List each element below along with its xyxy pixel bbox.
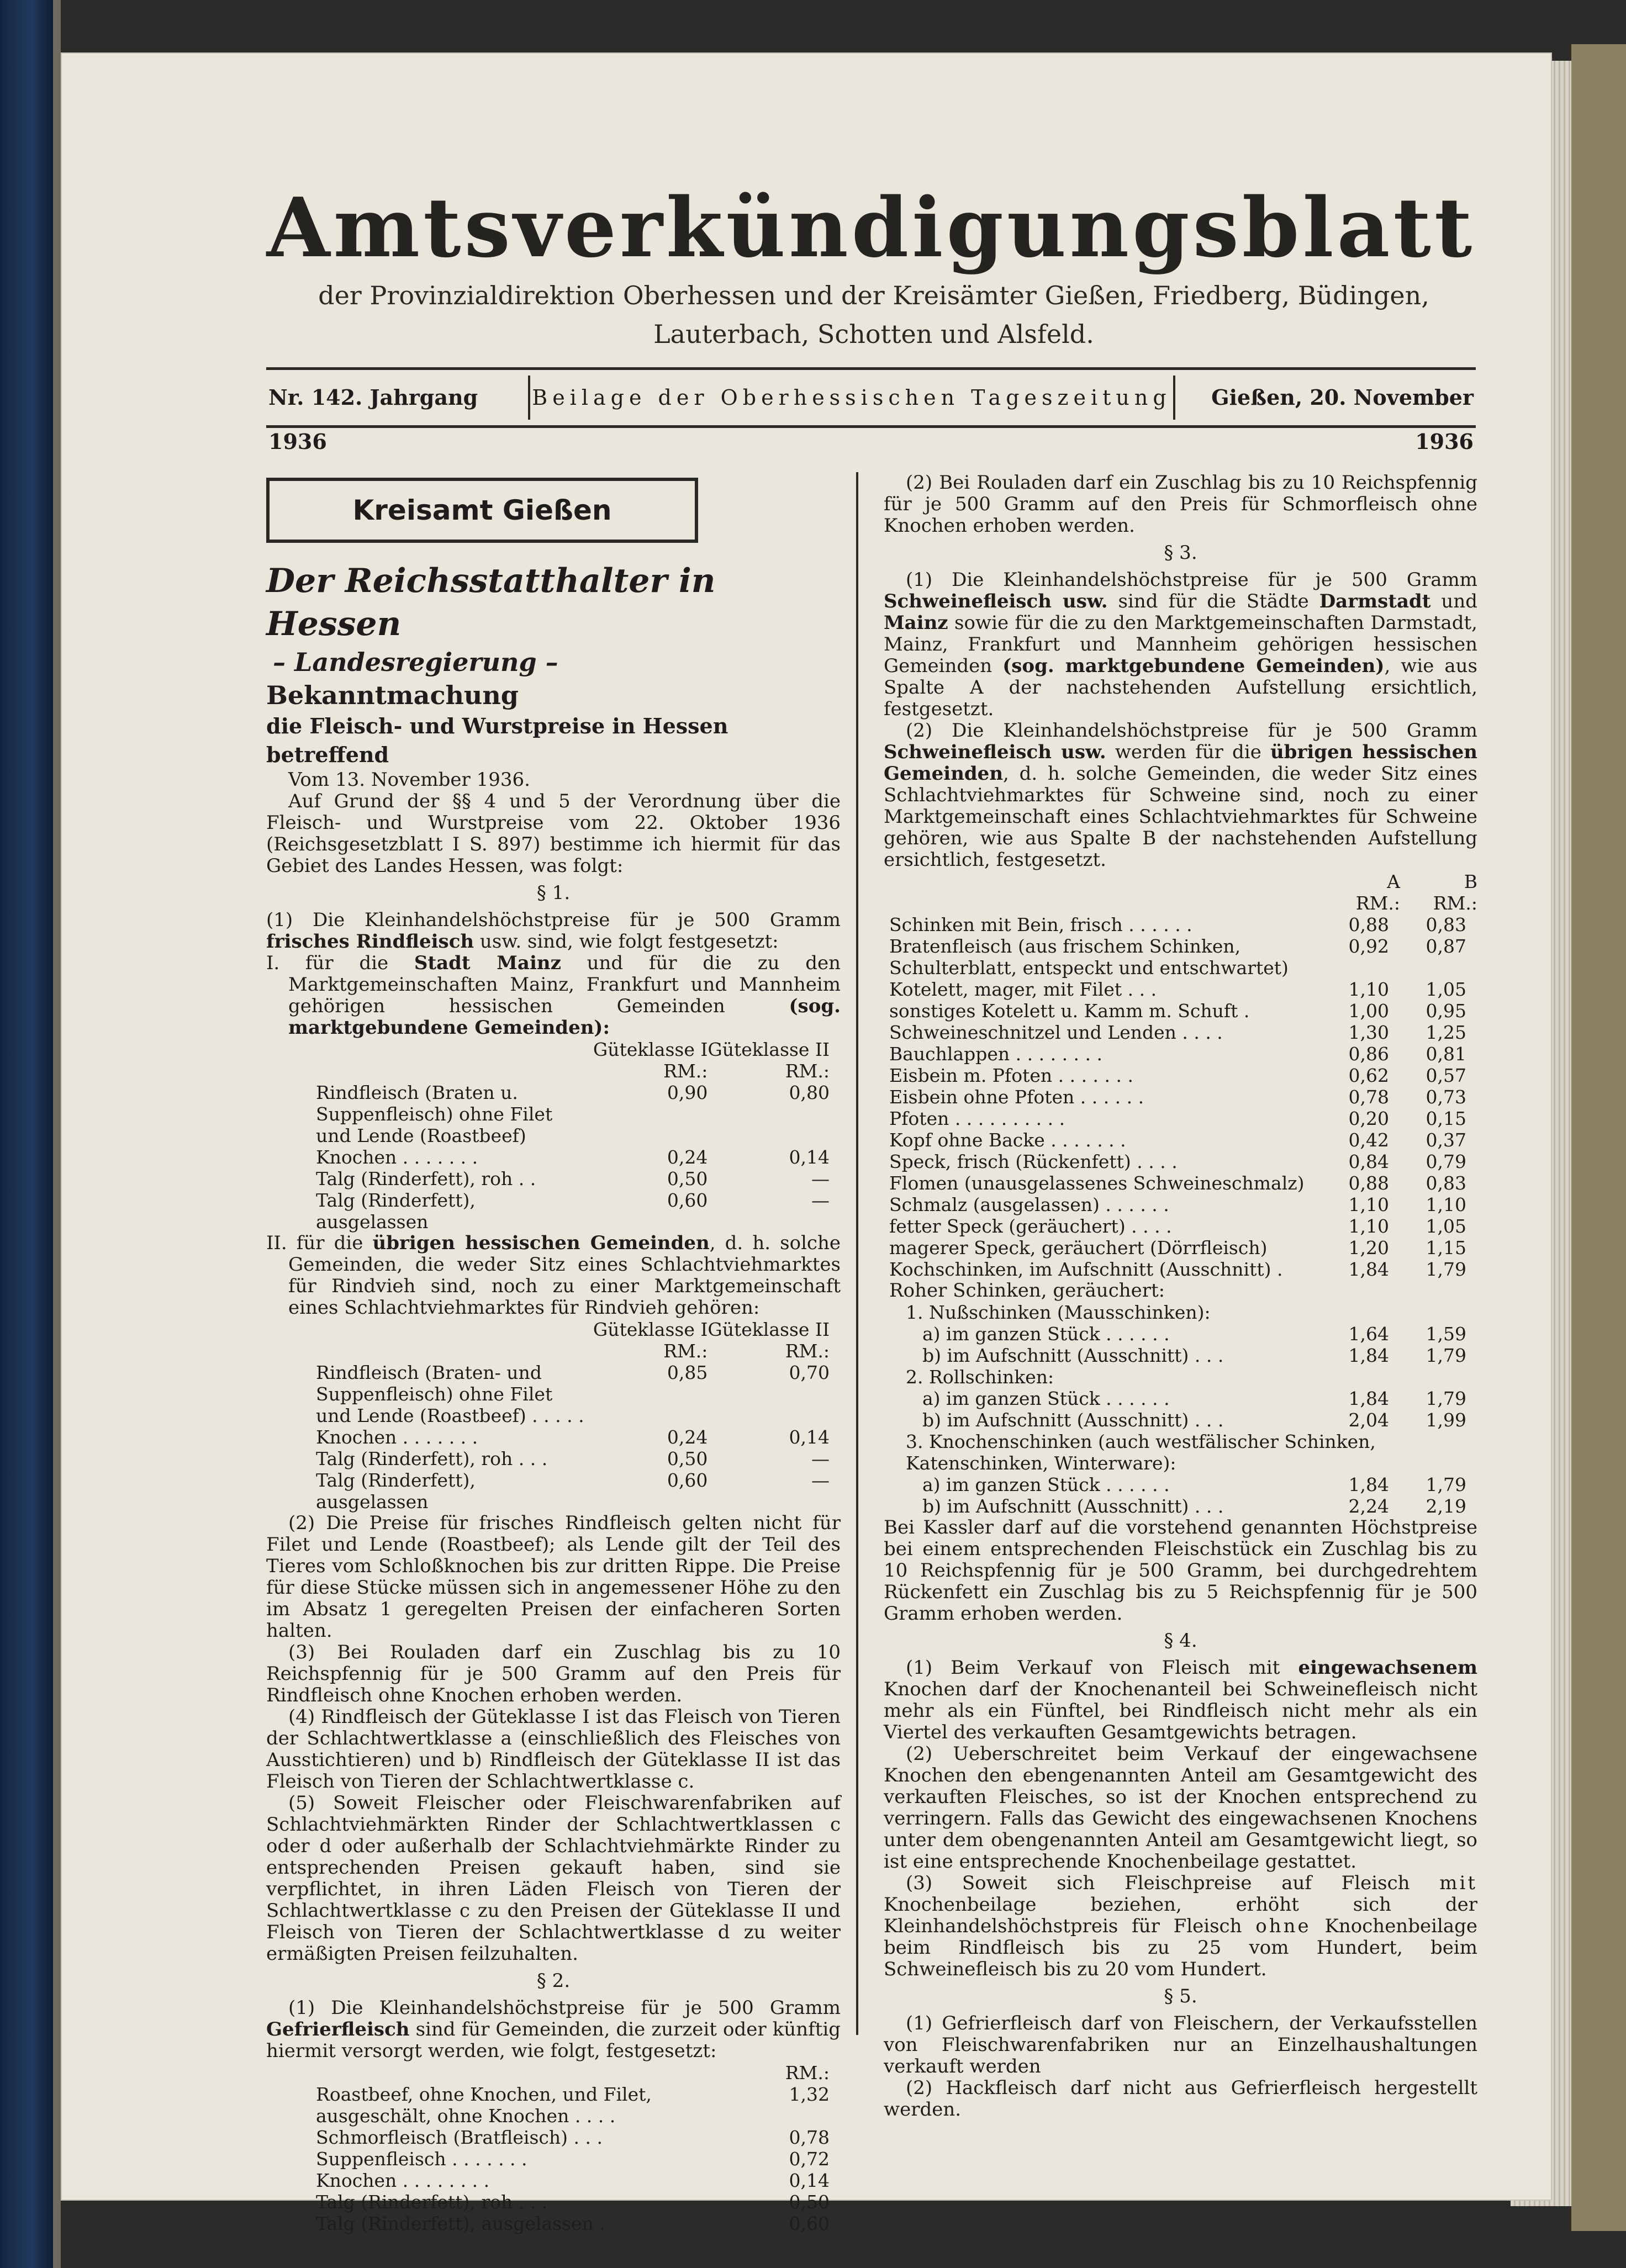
- unit-header: RM.:: [663, 1060, 708, 1082]
- issue-place-date: Gießen, 20. November 1936: [1211, 385, 1474, 454]
- s1-paragraph-5: (5) Soweit Fleischer oder Fleischwarenfabriken auf Schlachtviehmärkten Rinder der Schlachtwertklassen c oder d oder außerhalb der Schlachtviehmärkte Rinder zu entsprechenden Preisen gekauft haben, sind sie verpflichtet, in ihren Läden Fleisch von Tieren der Schlachtwertklasse c zu den Preisen der Güteklasse II und Fleisch von Tieren der Schlachtwertklasse d zu weiter ermäßigten Preisen feilzuhalten.: [266, 1792, 841, 1965]
- price-b: 0,81: [1426, 1043, 1466, 1065]
- price-b: 0,87: [1426, 935, 1466, 957]
- item-name: b) im Aufschnitt (Ausschnitt) . . .: [922, 1345, 1224, 1366]
- table-row: [884, 1495, 1477, 1517]
- table-row: [884, 914, 1477, 935]
- table-row: [266, 1426, 841, 1448]
- s1-item-II: II. für die übrigen hessischen Gemeinden, d. h. solche Gemeinden, die weder Sitz eines Schlachtviehmarktes für Rindvieh sind, noch zu einer Marktgemeinschaft eines Schlachtviehmarktes für Rindvieh gehören:: [266, 1232, 841, 1319]
- table-row: [884, 1409, 1477, 1431]
- unit-header: RM.:: [785, 1340, 830, 1362]
- s2-paragraph-1: (1) Die Kleinhandelshöchstpreise für je 500 Gramm Gefrierfleisch sind für Gemeinden, die zurzeit oder künftig hiermit versorgt werden, wie folgt, festgesetzt:: [266, 1997, 841, 2062]
- price-class-2: 0,80: [789, 1082, 830, 1103]
- price: 0,78: [789, 2127, 830, 2148]
- price-b: 1,59: [1426, 1323, 1466, 1345]
- table-row: [266, 2148, 841, 2170]
- price-a: 0,88: [1348, 914, 1389, 935]
- item-name: Roastbeef, ohne Knochen, und Filet, ausgeschält, ohne Knochen . . . .: [316, 2084, 652, 2127]
- issue-number: Nr. 142. Jahrgang 1936: [266, 376, 530, 420]
- price-b: 1,15: [1426, 1237, 1466, 1259]
- item-name: Talg (Rinderfett), roh . . .: [316, 2191, 548, 2213]
- price-a: 1,20: [1348, 1237, 1389, 1259]
- s4-paragraph-1: (1) Beim Verkauf von Fleisch mit eingewachsenem Knochen darf der Knochenanteil bei Schweinefleisch nicht mehr als ein Fünftel, bei Rindfleisch nicht mehr als ein Viertel des verkauften Gesamtgewichts betragen.: [884, 1657, 1477, 1743]
- price-class-2: 0,14: [789, 1426, 830, 1448]
- column-divider: [856, 472, 858, 2035]
- group-label: 2. Rollschinken:: [906, 1366, 1054, 1388]
- s1-item-I: I. für die Stadt Mainz und für die zu den Marktgemeinschaften Mainz, Frankfurt und Mannheim gehörigen hessischen Gemeinden (sog. marktgebundene Gemeinden):: [266, 952, 841, 1039]
- table-row: [266, 2127, 841, 2148]
- intro-paragraph: Auf Grund der §§ 4 und 5 der Verordnung über die Fleisch- und Wurstpreise vom 22. Oktober 1936 (Reichsgesetzblatt I S. 897) bestimme ich hiermit für das Gebiet des Landes Hessen, was folgt:: [266, 790, 841, 877]
- item-name: Knochen . . . . . . .: [316, 1426, 478, 1448]
- supplement-title: Beilage der Oberhessischen Tageszeitung: [530, 376, 1175, 420]
- table-row: [884, 1345, 1477, 1366]
- table-row: [884, 1065, 1477, 1086]
- announcement-subject: die Fleisch- und Wurstpreise in Hessen betreffend: [266, 713, 728, 767]
- price-b: 0,79: [1426, 1151, 1466, 1172]
- class-2-header: Güteklasse II: [708, 1319, 830, 1340]
- table-row: [266, 2170, 841, 2191]
- table-row: [884, 1000, 1477, 1022]
- price-class-1: 0,90: [667, 1082, 708, 1103]
- office-box-heading: Kreisamt Gießen: [266, 478, 698, 543]
- item-name: Schmalz (ausgelassen) . . . . . .: [889, 1194, 1169, 1215]
- table-row: [266, 1168, 841, 1189]
- item-name: Rindfleisch (Braten- und Suppenfleisch) ohne Filet und Lende (Roastbeef) . . . . .: [316, 1362, 584, 1426]
- price: 0,72: [789, 2148, 830, 2170]
- table-row: [884, 1022, 1477, 1043]
- s5-paragraph-1: (1) Gefrierfleisch darf von Fleischern, der Verkaufsstellen von Fleischwarenfabriken nur an Einzelhaushaltungen verkauft werden: [884, 2012, 1477, 2077]
- col-a-header: A: [1387, 871, 1400, 892]
- table-row: [266, 1448, 841, 1469]
- price-a: 0,88: [1348, 1172, 1389, 1194]
- section-4-title: § 4.: [1164, 1630, 1197, 1652]
- class-1-header: Güteklasse I: [593, 1319, 708, 1340]
- newspaper-page: [61, 52, 1552, 2234]
- price-a: 1,00: [1348, 1000, 1389, 1022]
- price-class-2: —: [811, 1448, 830, 1469]
- s5-paragraph-2: (2) Hackfleisch darf nicht aus Gefrierfleisch hergestellt werden.: [884, 2077, 1477, 2121]
- item-name: Schinken mit Bein, frisch . . . . . .: [889, 914, 1192, 935]
- price-a: 2,04: [1348, 1409, 1389, 1431]
- table-group-row: [884, 1431, 1477, 1474]
- masthead-title: Amtsverkündigungsblatt: [266, 179, 1476, 276]
- group-label: 1. Nußschinken (Mausschinken):: [906, 1302, 1211, 1323]
- price-a: 0,78: [1348, 1086, 1389, 1108]
- table-group-row: [884, 1366, 1477, 1388]
- s3-paragraph-1: (1) Die Kleinhandelshöchstpreise für je 500 Gramm Schweinefleisch usw. sind für die Städte Darmstadt und Mainz sowie für die zu den Marktgemeinschaften Darmstadt, Mainz, Frankfurt und Mannheim gehörigen hessischen Gemeinden (sog. marktgebundene Gemeinden), wie aus Spalte A der nachstehenden Aufstellung ersichtlich, festgesetzt.: [884, 569, 1477, 720]
- price-b: 0,83: [1426, 914, 1466, 935]
- table-row: [266, 1362, 841, 1426]
- table-group-row: [884, 1302, 1477, 1323]
- price-b: 0,73: [1426, 1086, 1466, 1108]
- table-row: [266, 1189, 841, 1233]
- price-a: 1,10: [1348, 979, 1389, 1000]
- price-class-2: 0,70: [789, 1362, 830, 1383]
- price-a: 1,30: [1348, 1022, 1389, 1043]
- s4-paragraph-3: (3) Soweit sich Fleischpreise auf Fleisch mit Knochenbeilage beziehen, erhöht sich der Kleinhandelshöchstpreis für Fleisch ohne Knochenbeilage beim Rindfleisch bis zu 25 vom Hundert, beim Schweinefleisch bis zu 20 vom Hundert.: [884, 1872, 1477, 1980]
- price-class-1: 0,24: [667, 1426, 708, 1448]
- price-a: 1,84: [1348, 1388, 1389, 1409]
- issue-bar: [266, 367, 1476, 454]
- s1-paragraph-2: (2) Die Preise für frisches Rindfleisch gelten nicht für Filet und Lende (Roastbeef); als Lende gilt der Teil des Tieres vom Schloßknochen bis zur dritten Rippe. Die Preise für diese Stücke müssen sich in angemessener Höhe zu den im Absatz 1 geregelten Preisen der einfacheren Sorten halten.: [266, 1512, 841, 1642]
- price-class-2: 0,14: [789, 1146, 830, 1168]
- price-class-2: —: [811, 1189, 830, 1211]
- class-2-header: Güteklasse II: [708, 1039, 830, 1060]
- item-name: a) im ganzen Stück . . . . . .: [922, 1388, 1170, 1409]
- price-a: 1,84: [1348, 1345, 1389, 1366]
- item-name: Schweineschnitzel und Lenden . . . .: [889, 1022, 1223, 1043]
- item-name: Kotelett, mager, mit Filet . . .: [889, 979, 1157, 1000]
- section-2-title: § 2.: [536, 1970, 571, 1992]
- item-name: fetter Speck (geräuchert) . . . .: [889, 1215, 1172, 1237]
- price-a: 0,42: [1348, 1129, 1389, 1151]
- authority-heading: Der Reichsstatthalter in Hessen: [266, 562, 716, 643]
- unit-header: RM.:: [663, 1340, 708, 1362]
- item-name: Suppenfleisch . . . . . . .: [316, 2148, 527, 2170]
- table-row: [884, 1388, 1477, 1409]
- right-column: [884, 472, 1477, 2121]
- price-b: 2,19: [1426, 1495, 1466, 1517]
- price-b: 1,79: [1426, 1259, 1466, 1280]
- table-row: [884, 1474, 1477, 1495]
- price-b: 1,79: [1426, 1474, 1466, 1495]
- item-name: Bratenfleisch (aus frischem Schinken, Schulterblatt, entspeckt und entschwartet): [889, 935, 1289, 979]
- price-class-2: —: [811, 1168, 830, 1189]
- price-a: 2,24: [1348, 1495, 1389, 1517]
- price-b: 0,83: [1426, 1172, 1466, 1194]
- price-class-2: —: [811, 1469, 830, 1491]
- item-name: a) im ganzen Stück . . . . . .: [922, 1323, 1170, 1345]
- item-name: Flomen (unausgelassenes Schweineschmalz): [889, 1172, 1305, 1194]
- price-a: 0,62: [1348, 1065, 1389, 1086]
- table-row: [884, 1259, 1477, 1280]
- item-name: Eisbein ohne Pfoten . . . . . .: [889, 1086, 1144, 1108]
- item-name: Rindfleisch (Braten u. Suppenfleisch) ohne Filet und Lende (Roastbeef): [316, 1082, 553, 1146]
- item-name: b) im Aufschnitt (Ausschnitt) . . .: [922, 1409, 1224, 1431]
- class-1-header: Güteklasse I: [593, 1039, 708, 1060]
- table-row: [884, 1108, 1477, 1129]
- government-heading: – Landesregierung –: [273, 647, 558, 677]
- item-name: Talg (Rinderfett), ausgelassen: [316, 1469, 476, 1513]
- kassler-paragraph: Bei Kassler darf auf die vorstehend genannten Höchstpreise bei einem entsprechenden Fleischstück ein Zuschlag bis zu 10 Reichspfennig für je 500 Gramm, bei durchgedrehtem Rückenfett ein Zuschlag bis zu 5 Reichspfennig für je 500 Gramm erhoben werden.: [884, 1516, 1477, 1625]
- price-b: 1,05: [1426, 979, 1466, 1000]
- table-row: [266, 1146, 841, 1168]
- item-name: Knochen . . . . . . . .: [316, 2170, 490, 2191]
- table-row: [884, 1237, 1477, 1259]
- left-column: [266, 472, 841, 2234]
- price-b: 0,15: [1426, 1108, 1466, 1129]
- raw-ham-title: Roher Schinken, geräuchert:: [889, 1280, 1165, 1302]
- price-a: 0,92: [1348, 935, 1389, 957]
- price-class-1: 0,60: [667, 1189, 708, 1211]
- price-b: 1,99: [1426, 1409, 1466, 1431]
- item-name: Pfoten . . . . . . . . . .: [889, 1108, 1065, 1129]
- item-name: Speck, frisch (Rückenfett) . . . .: [889, 1151, 1178, 1172]
- book-binding: [0, 0, 53, 2268]
- item-name: Talg (Rinderfett), roh . . .: [316, 1448, 548, 1469]
- table-row: [884, 1323, 1477, 1345]
- price-table-II: [266, 1319, 841, 1513]
- table-row: [884, 979, 1477, 1000]
- price-b: 0,95: [1426, 1000, 1466, 1022]
- table-row: [884, 1151, 1477, 1172]
- price-a: 1,84: [1348, 1259, 1389, 1280]
- table-row: [266, 1469, 841, 1513]
- item-name: magerer Speck, geräuchert (Dörrfleisch): [889, 1237, 1268, 1259]
- price-b: 1,79: [1426, 1345, 1466, 1366]
- price-b: 1,79: [1426, 1388, 1466, 1409]
- binding-edge: [53, 0, 61, 2268]
- table-row: [884, 1043, 1477, 1065]
- price-class-1: 0,60: [667, 1469, 708, 1491]
- price-b: 0,57: [1426, 1065, 1466, 1086]
- table-row: [266, 2213, 841, 2234]
- price-class-1: 0,24: [667, 1146, 708, 1168]
- item-name: Talg (Rinderfett), ausgelassen .: [316, 2213, 605, 2234]
- s2-paragraph-2: (2) Bei Rouladen darf ein Zuschlag bis zu 10 Reichspfennig für je 500 Gramm auf den Preis für Schmorfleisch ohne Knochen erhoben werden.: [884, 472, 1477, 537]
- s3-paragraph-2: (2) Die Kleinhandelshöchstpreise für je 500 Gramm Schweinefleisch usw. werden für die übrigen hessischen Gemeinden, d. h. solche Gemeinden, die weder Sitz eines Schlachtviehmarktes für Schweine sind, noch zu einer Marktgemeinschaft eines Schlachtviehmarktes für Schweine gehören, wie aus Spalte B der nachstehenden Aufstellung ersichtlich, festgesetzt.: [884, 720, 1478, 871]
- price-b: 1,10: [1426, 1194, 1466, 1215]
- table-row: [884, 935, 1477, 979]
- price-b: 1,25: [1426, 1022, 1466, 1043]
- price-b: 1,05: [1426, 1215, 1466, 1237]
- price: 0,14: [789, 2170, 830, 2191]
- book-cover-board: [1571, 44, 1626, 2231]
- unit-header: RM.:: [1433, 892, 1477, 914]
- unit-header: RM.:: [785, 2062, 830, 2084]
- table-row: [884, 1194, 1477, 1215]
- item-name: Kochschinken, im Aufschnitt (Ausschnitt) .: [889, 1259, 1283, 1280]
- price-a: 0,84: [1348, 1151, 1389, 1172]
- group-label: 3. Knochenschinken (auch westfälischer Schinken, Katenschinken, Winterware):: [906, 1431, 1376, 1474]
- item-name: sonstiges Kotelett u. Kamm m. Schuft .: [889, 1000, 1250, 1022]
- price: 0,50: [789, 2191, 830, 2213]
- item-name: Knochen . . . . . . .: [316, 1146, 478, 1168]
- announcement-date: Vom 13. November 1936.: [288, 769, 530, 791]
- item-name: Talg (Rinderfett), roh . .: [316, 1168, 536, 1189]
- table-row: [884, 1172, 1477, 1194]
- price-class-1: 0,50: [667, 1168, 708, 1189]
- price-class-1: 0,50: [667, 1448, 708, 1469]
- section-1-title: § 1.: [536, 882, 571, 904]
- price-a: 0,86: [1348, 1043, 1389, 1065]
- price: 1,32: [789, 2084, 830, 2105]
- s1-paragraph-4: (4) Rindfleisch der Güteklasse I ist das Fleisch von Tieren der Schlachtwertklasse a (einschließlich des Fleisches von Ausstichtieren) und b) Rindfleisch der Güteklasse II ist das Fleisch von Tieren der Schlachtwertklasse c.: [266, 1706, 841, 1793]
- price-a: 0,20: [1348, 1108, 1389, 1129]
- price: 0,60: [789, 2213, 830, 2234]
- price-a: 1,64: [1348, 1323, 1389, 1345]
- price-a: 1,10: [1348, 1194, 1389, 1215]
- s4-paragraph-2: (2) Ueberschreitet beim Verkauf der eingewachsene Knochen den ebengenannten Anteil am Gesamtgewicht des verkauften Fleisches, so ist der Knochen entsprechend zu verringern. Falls das Gewicht des eingewachsenen Knochens unter dem obengenannten Anteil am Gesamtgewicht liegt, so ist eine entsprechende Knochenbeilage gestattet.: [884, 1743, 1477, 1873]
- s1-paragraph-3: (3) Bei Rouladen darf ein Zuschlag bis zu 10 Reichspfennig für je 500 Gramm auf den Preis für Rindfleisch ohne Knochen erhoben werden.: [266, 1641, 841, 1706]
- unit-header: RM.:: [1355, 892, 1400, 914]
- table-row: [884, 1086, 1477, 1108]
- item-name: Schmorfleisch (Bratfleisch) . . .: [316, 2127, 603, 2148]
- table-row: [266, 2191, 841, 2213]
- col-b-header: B: [1464, 871, 1477, 892]
- s1-paragraph-1: (1) Die Kleinhandelshöchstpreise für je 500 Gramm frisches Rindfleisch usw. sind, wie folgt festgesetzt:: [266, 909, 841, 953]
- item-name: Eisbein m. Pfoten . . . . . . .: [889, 1065, 1133, 1086]
- item-name: Kopf ohne Backe . . . . . . .: [889, 1129, 1126, 1151]
- price-a: 1,10: [1348, 1215, 1389, 1237]
- table-row: [266, 2084, 841, 2127]
- section-3-title: § 3.: [1164, 542, 1197, 564]
- item-name: Talg (Rinderfett), ausgelassen: [316, 1189, 476, 1233]
- pork-price-table: [884, 871, 1477, 1280]
- table-row: [884, 1215, 1477, 1237]
- unit-header: RM.:: [785, 1060, 830, 1082]
- item-name: Bauchlappen . . . . . . . .: [889, 1043, 1103, 1065]
- price-table-I: [266, 1039, 841, 1233]
- price-class-1: 0,85: [667, 1362, 708, 1383]
- item-name: a) im ganzen Stück . . . . . .: [922, 1474, 1170, 1495]
- section-5-title: § 5.: [1164, 1985, 1197, 2007]
- masthead-subtitle: der Provinzialdirektion Oberhessen und der Kreisämter Gießen, Friedberg, Büdingen, Lauterbach, Schotten und Alsfeld.: [318, 281, 1429, 349]
- raw-ham-table: [884, 1302, 1477, 1517]
- price-a: 1,84: [1348, 1474, 1389, 1495]
- announcement-heading: Bekanntmachung: [266, 680, 519, 710]
- table-row: [884, 1129, 1477, 1151]
- table-row: [266, 1082, 841, 1146]
- price-b: 0,37: [1426, 1129, 1466, 1151]
- item-name: b) im Aufschnitt (Ausschnitt) . . .: [922, 1495, 1224, 1517]
- frozen-meat-table: [266, 2062, 841, 2234]
